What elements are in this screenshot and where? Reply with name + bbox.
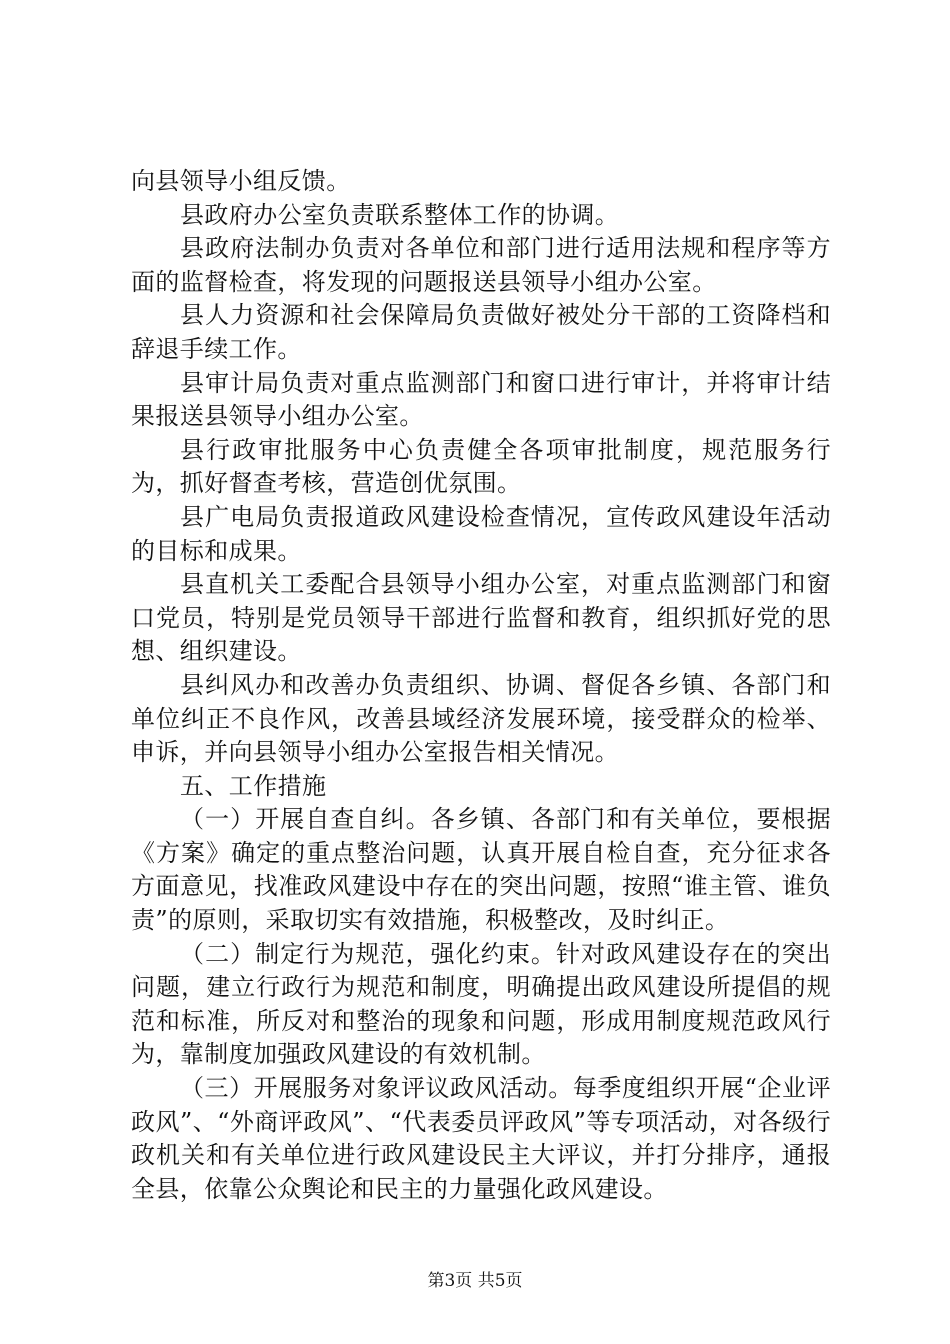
paragraph: 县行政审批服务中心负责健全各项审批制度，规范服务行为，抓好督查考核，营造创优氛围。 [131, 435, 831, 498]
paragraph: （一）开展自查自纠。各乡镇、各部门和有关单位，要根据《方案》确定的重点整治问题，认真开展自检自查，充分征求各方面意见，找准政风建设中存在的突出问题，按照“谁主管、谁负责”的原则，采取切实有效措施，积极整改，及时纠正。 [131, 805, 831, 935]
page-number-footer: 第3页 共5页 [427, 1271, 523, 1291]
paragraph: 县政府办公室负责联系整体工作的协调。 [180, 200, 620, 229]
document-body [131, 165, 831, 1206]
paragraph: （二）制定行为规范，强化约束。针对政风建设存在的突出问题，建立行政行为规范和制度，明确提出政风建设所提倡的规范和标准，所反对和整治的现象和问题，形成用制度规范政风行为，靠制度加强政风建设的有效机制。 [131, 939, 831, 1069]
section-heading: 五、工作措施 [180, 771, 327, 800]
paragraph: 县政府法制办负责对各单位和部门进行适用法规和程序等方面的监督检查，将发现的问题报送县领导小组办公室。 [131, 234, 831, 296]
paragraph: 县人力资源和社会保障局负责做好被处分干部的工资降档和辞退手续工作。 [131, 301, 831, 363]
paragraph: 县纠风办和改善办负责组织、协调、督促各乡镇、各部门和单位纠正不良作风，改善县域经济发展环境，接受群众的检举、申诉，并向县领导小组办公室报告相关情况。 [131, 670, 831, 767]
paragraph: 县审计局负责对重点监测部门和窗口进行审计，并将审计结果报送县领导小组办公室。 [131, 368, 831, 431]
paragraph: （三）开展服务对象评议政风活动。每季度组织开展“企业评政风”、“外商评政风”、“代表委员评政风”等专项活动，对各级行政机关和有关单位进行政风建设民主大评议，并打分排序，通报全县，依靠公众舆论和民主的力量强化政风建设。 [131, 1074, 831, 1203]
paragraph: 县广电局负责报道政风建设检查情况，宣传政风建设年活动的目标和成果。 [131, 502, 831, 565]
paragraph: 向县领导小组反馈。 [131, 167, 351, 195]
paragraph: 县直机关工委配合县领导小组办公室，对重点监测部门和窗口党员，特别是党员领导干部进行监督和教育，组织抓好党的思想、组织建设。 [131, 570, 831, 666]
